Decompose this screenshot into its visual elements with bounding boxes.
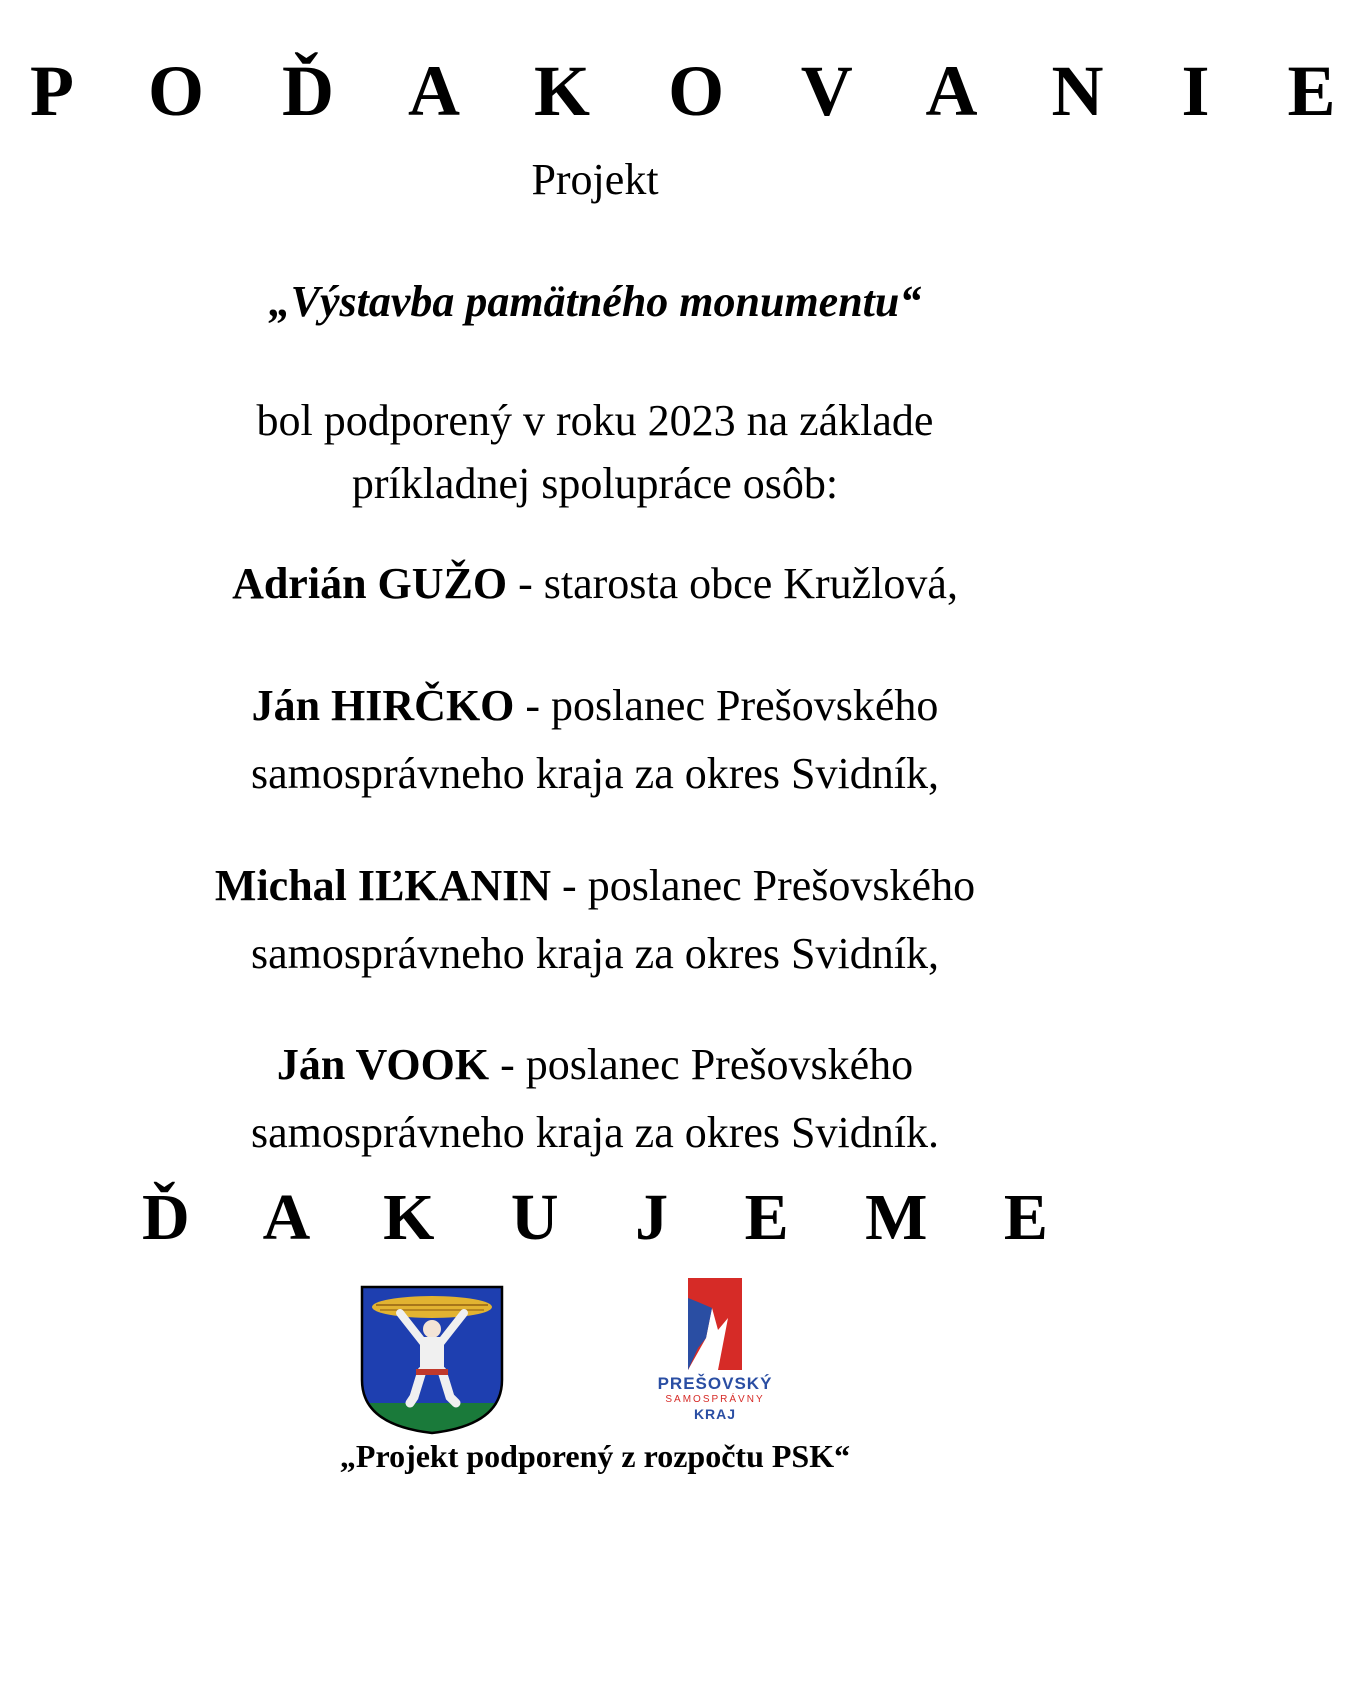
psk-kraj: KRAJ [693, 1406, 737, 1422]
person-vook [0, 1031, 1190, 1167]
person-hircko [0, 672, 1190, 808]
psk-logo-icon [688, 1278, 742, 1370]
support-line-2: príkladnej spolupráce osôb: [351, 459, 839, 508]
coat-of-arms-icon [360, 1285, 504, 1435]
person-name: Ján VOOK [276, 1040, 490, 1089]
person-role-line-2: samosprávneho kraja za okres Svidník, [251, 749, 939, 798]
psk-name: PREŠOVSKÝ [657, 1374, 773, 1393]
person-name: Ján HIRČKO [251, 681, 515, 730]
person-guzo [0, 550, 1190, 618]
person-name: Michal IĽKANIN [214, 861, 552, 910]
project-name: „Výstavba pamätného monumentu“ [268, 277, 922, 326]
person-ilkanin [0, 852, 1190, 988]
support-line-1: bol podporený v roku 2023 na základe [256, 396, 934, 445]
footer-note: „Projekt podporený z rozpočtu PSK“ [339, 1438, 851, 1474]
project-label: Projekt [531, 155, 659, 204]
page-title: P O Ď A K O V A N I E [30, 51, 1366, 131]
psk-subtitle: SAMOSPRÁVNY [665, 1394, 765, 1405]
person-role: - starosta obce Kružlová, [507, 559, 958, 608]
person-role: - poslanec Prešovského [514, 681, 939, 730]
person-role-line-2: samosprávneho kraja za okres Svidník. [251, 1108, 939, 1157]
person-role: - poslanec Prešovského [551, 861, 976, 910]
person-role: - poslanec Prešovského [489, 1040, 914, 1089]
thanks-heading: Ď A K U J E M E [142, 1181, 1078, 1254]
person-role-line-2: samosprávneho kraja za okres Svidník, [251, 929, 939, 978]
person-name: Adrián GUŽO [232, 559, 508, 608]
